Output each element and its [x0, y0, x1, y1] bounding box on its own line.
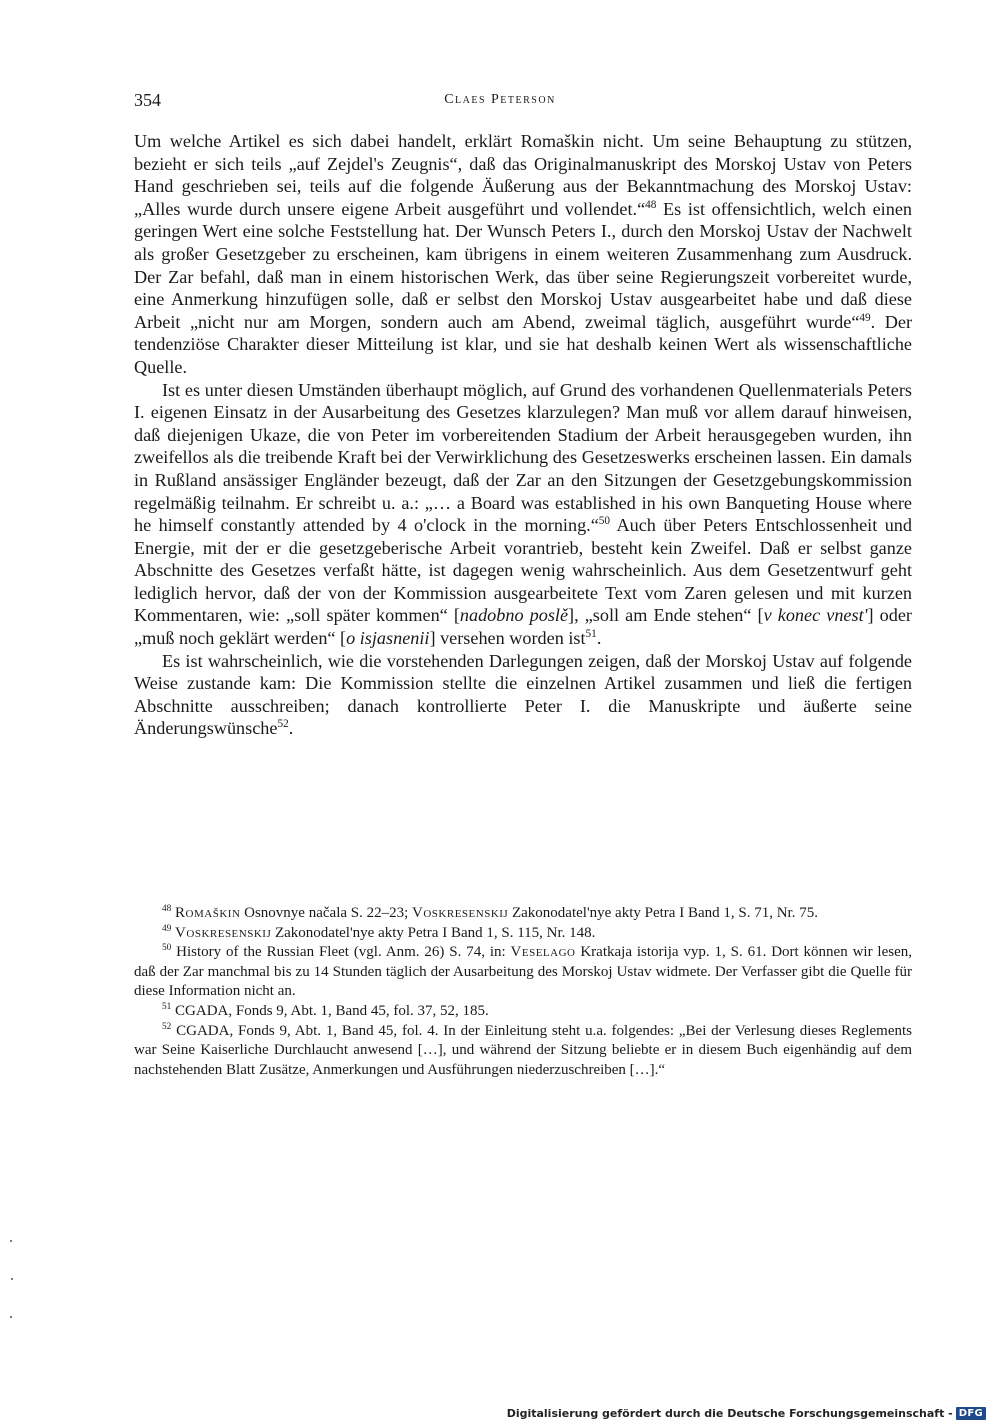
page-number: 354 [134, 90, 161, 110]
footnote-49: $^{49}$ Voskresenskij Zakonodatel'nye akty Petra I Band 1, S. 115, Nr. 148. [162, 923, 596, 941]
footnote-ref-49: 49 [859, 311, 871, 324]
russian-quote-3: o isjasnenii [346, 628, 430, 649]
footnote-ref-51: 51 [585, 628, 597, 640]
footnote-50: $^{50}$ History of the Russian Fleet (vgl. Anm. 26) S. 74, in: Veselago Kratkaja istorija vyp. 1, S. 61. Dort können wir lesen, daß der Zar manchmal bis zu 14 Stunden täglich der Ausarbeitung des Morskoj Ustav widmete. Der Verfasser gibt die Quelle für diese Information nicht an. [134, 943, 913, 1000]
footnote-52: $^{52}$ CGADA, Fonds 9, Abt. 1, Band 45, fol. 4. In der Einleitung steht u.a. folgendes: „Bei der Verlesung dieses Reglements war Seine Kaiserliche Durchlaucht anwesend […], und während der Sitzung beliebte er in diesem Buch eigenhändig auf dem nachstehenden Blatt Zusätze, Anmerkungen und Ausführungen niederzuschreiben […].“ [134, 1021, 912, 1078]
footnote-ref-48: 48 [645, 198, 657, 211]
body-text [134, 130, 912, 740]
dfg-logo-icon: DFG [956, 1407, 986, 1420]
paragraph-2: Ist es unter diesen Umständen überhaupt möglich, auf Grund des vorhandenen Quellenmaterials Peters I. eigenen Einsatz in der Ausarbeitung des Gesetzes klarzulegen? Man muß vor allem darauf hinweisen, daß diejenigen Ukaze, die von Peter im vorbereitenden Stadium der Arbeit herausgegeben wurden, ihn zweifellos als die treibende Kraft bei der Verwirklichung des Gesetzeswerks erscheinen lassen. Ein damals in Rußland ansässiger Engländer bezeugt, daß der Zar an den Sitzungen der Gesetzgebungskommission regelmäßig teilnahm. Er schreibt u. a.: „… a Board was established in his own Banqueting House where he himself constantly attended by 4 o'clock in the morning.“$^{50}$ Auch über Peters Entschlossenheit und Energie, mit der er die gesetzgeberische Arbeit vorantrieb, besteht kein Zweifel. Daß er selbst ganze Abschnitte des Gesetzes verfaßt hätte, ist dagegen wenig wahrscheinlich. Aus dem Gesetzentwurf geht lediglich hervor, daß der von der Kommission ausgearbeitete Text vom Zaren gelesen und mit kurzen Kommentaren, wie: „soll später kommen“ [nadobno poslě], „soll am Ende stehen“ [v konec vnest'] oder „muß noch geklärt werden“ [o isjasnenii] versehen worden ist$^{51}$. [134, 379, 912, 649]
running-head: Claes Peterson [444, 92, 556, 107]
dfg-banner [507, 1407, 986, 1420]
footnote-48: $^{48}$ Romaškin Osnovnye načala S. 22–23; Voskresenskij Zakonodatel'nye akty Petra I Band 1, S. 71, Nr. 75. [162, 904, 818, 921]
footnotes [134, 904, 912, 1080]
russian-quote-1: nadobno poslě [459, 605, 569, 626]
footnote-ref-50: 50 [598, 515, 611, 528]
paragraph-1: Um welche Artikel es sich dabei handelt, erklärt Romaškin nicht. Um seine Behauptung zu stützen, bezieht er sich teils „auf Zejdel's Zeugnis“, daß das Originalmanuskript des Morskoj Ustav von Peters Hand geschrieben sei, teils auf die folgende Äußerung aus der Bekanntmachung des Morskoj Ustav: „Alles wurde durch unsere eigene Arbeit ausgeführt und vollendet.“$^{48}$ Es ist offensichtlich, welch einen geringen Wert eine solche Feststellung hat. Der Wunsch Peters I., durch den Morskoj Ustav der Nachwelt als großer Gesetzgeber zu erscheinen, kam übrigens in einem weiteren Zusammenhang zum Ausdruck. Der Zar befahl, daß man in einem historischen Werk, das über seine Regierungszeit vorbereitet wurde, eine Anmerkung hinzufügen solle, daß er selbst den Morskoj Ustav ausgearbeitet habe und daß diese Arbeit „nicht nur am Morgen, sondern auch am Abend, zweimal täglich, ausgeführt wurde“$^{49}$. Der tendenziöse Charakter dieser Mitteilung ist klar, und sie hat deshalb keinen Wert als wissenschaftliche Quelle. [134, 131, 912, 377]
russian-quote-2: v konec vnest' [763, 605, 868, 626]
footnote-51: $^{51}$ CGADA, Fonds 9, Abt. 1, Band 45, fol. 37, 52, 185. [162, 1001, 489, 1019]
paragraph-3: Es ist wahrscheinlich, wie die vorstehenden Darlegungen zeigen, daß der Morskoj Ustav auf folgende Weise zustande kam: Die Kommission stellte die einzelnen Artikel zusammen und ließ die fertigen Abschnitte ausschreiben; danach kontrollierte Peter I. die Manuskripte und äußerte seine Änderungswünsche$^{52}$. [134, 650, 912, 739]
footnote-ref-52: 52 [277, 718, 289, 731]
scan-specks [10, 1240, 14, 1320]
dfg-banner-text: Digitalisierung gefördert durch die Deutsche Forschungsgemeinschaft - [506, 1407, 953, 1420]
